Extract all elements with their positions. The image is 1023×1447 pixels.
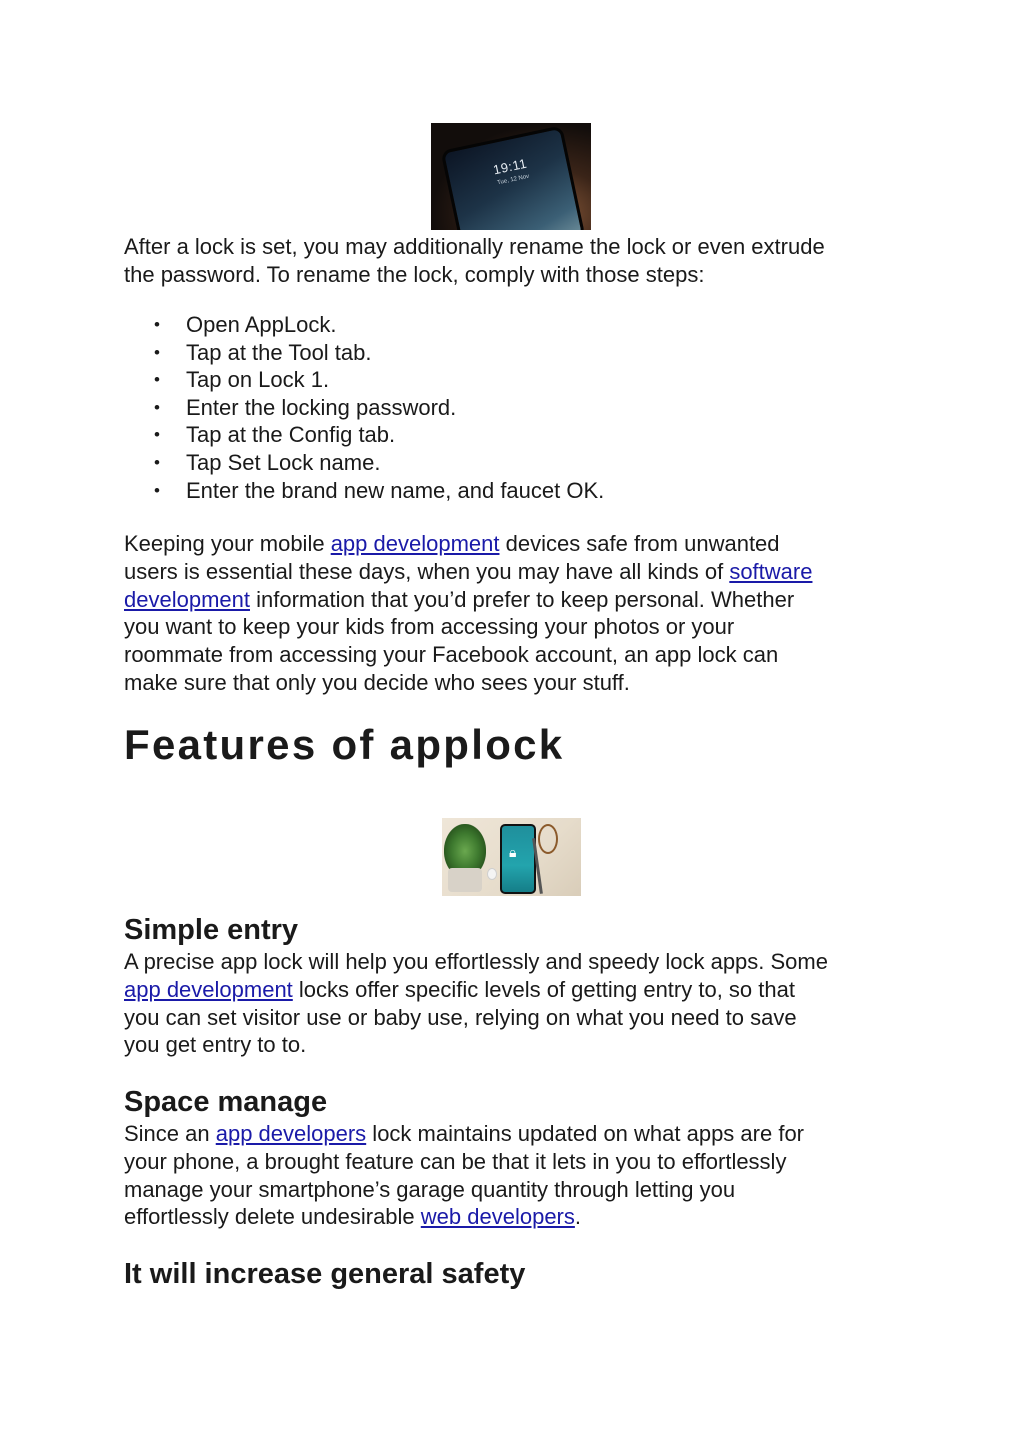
text: information that you’d prefer to keep personal. Whether: [249, 586, 795, 612]
list-item: • Enter the locking password.: [186, 394, 906, 422]
text: Keeping your mobile: [124, 531, 331, 556]
intro-paragraph: [124, 233, 914, 289]
app-development-link[interactable]: app development: [124, 976, 293, 1002]
list-item: • Tap at the Tool tab.: [186, 339, 906, 367]
text: locks offer specific levels of getting entry to, so that: [292, 976, 795, 1002]
simple-entry-line-3: you can set visitor use or baby use, relying on what you need to save: [124, 1004, 797, 1030]
list-item: • Tap at the Config tab.: [186, 421, 906, 449]
security-paragraph: [124, 530, 914, 697]
simple-entry-line-1: A precise app lock will help you effortlessly and speedy lock apps. Some: [124, 949, 828, 974]
text: effortlessly delete undesirable: [124, 1204, 421, 1230]
para2-line-6: make sure that only you decide who sees your stuff.: [124, 669, 630, 695]
text: devices safe from unwanted: [499, 531, 780, 556]
simple-entry-paragraph: [124, 948, 914, 1059]
space-manage-line-2: your phone, a brought feature can be that it lets in you to effortlessly: [124, 1148, 787, 1174]
para2-line-5: roommate from accessing your Facebook account, an app lock can: [124, 642, 779, 668]
para2-line-4: you want to keep your kids from accessing your photos or your: [124, 614, 735, 640]
safety-heading: It will increase general safety: [124, 1258, 526, 1290]
lockscreen-clock: 19:11: [491, 155, 529, 178]
phone-lockscreen-image: [431, 123, 591, 230]
intro-line-1: After a lock is set, you may additionally rename the lock or even extrude: [124, 234, 825, 259]
space-manage-paragraph: [124, 1120, 914, 1231]
list-item: • Enter the brand new name, and faucet OK.: [186, 477, 906, 505]
phone-shape: [500, 824, 536, 894]
features-heading: Features of applock: [124, 721, 565, 768]
earbud-shape: [487, 868, 497, 880]
intro-line-2: the password. To rename the lock, comply with those steps:: [124, 261, 705, 287]
web-developers-link[interactable]: web developers: [420, 1204, 575, 1230]
list-item: • Tap on Lock 1.: [186, 366, 906, 394]
app-developers-link[interactable]: app developers: [215, 1121, 367, 1146]
glasses-shape: [538, 824, 558, 854]
desk-phone-lock-image: [442, 818, 581, 896]
rename-steps-list: [124, 311, 906, 504]
text: Since an: [124, 1121, 216, 1146]
software-development-link[interactable]: software: [729, 558, 813, 584]
text: users is essential these days, when you may have all kinds of: [124, 558, 730, 584]
list-item: • Open AppLock.: [186, 311, 906, 339]
pot-shape: [448, 868, 482, 892]
space-manage-heading: Space manage: [124, 1086, 328, 1118]
lock-icon: 🔒︎: [509, 844, 517, 860]
software-development-link-cont[interactable]: development: [124, 586, 250, 612]
simple-entry-heading: Simple entry: [124, 914, 299, 946]
space-manage-line-3: manage your smartphone’s garage quantity through letting you: [124, 1176, 736, 1202]
simple-entry-line-4: you get entry to to.: [124, 1032, 307, 1058]
app-development-link[interactable]: app development: [330, 531, 500, 556]
list-item: • Tap Set Lock name.: [186, 449, 906, 477]
text: .: [574, 1204, 582, 1230]
lockscreen-date: Tue, 12 Nov: [496, 173, 530, 187]
text: lock maintains updated on what apps are for: [366, 1121, 805, 1146]
